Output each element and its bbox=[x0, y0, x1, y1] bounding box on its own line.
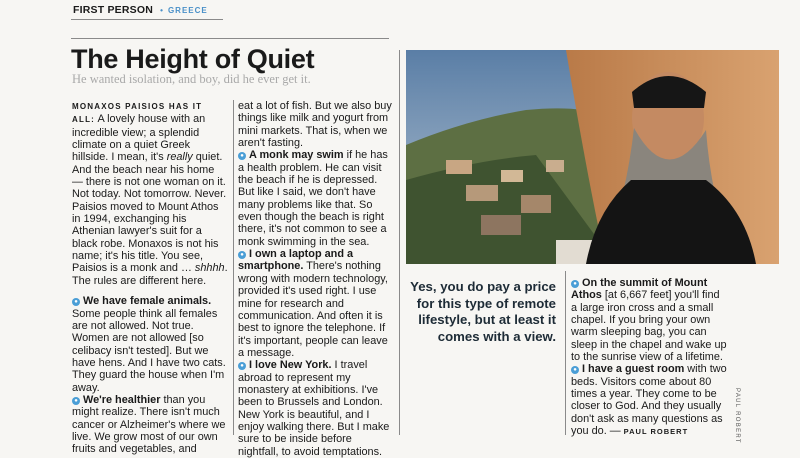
section-name: FIRST PERSON bbox=[73, 4, 153, 16]
photo-illustration bbox=[406, 50, 779, 264]
continued-paragraph: eat a lot of fish. But we also buy things like milk and yogurt from mini markets. That is, when we aren't fasting. bbox=[238, 100, 392, 150]
column-divider bbox=[565, 271, 566, 435]
section-header bbox=[73, 4, 208, 16]
section-laptop: ● I own a laptop and a smartphone. There's nothing wrong with modern technology, provided it's used right. I use mine for research and communication. And often it is best to ignore the telephone. If it's important, people can leave a message. bbox=[238, 248, 388, 359]
column-divider bbox=[399, 50, 400, 435]
title-rule bbox=[71, 38, 389, 39]
section-guest-room: ● I have a guest room with two beds. Visitors come about 80 times a year. They come to be closer to God. And they usually don't ask as many questions as you do. — PAUL ROBERT bbox=[571, 363, 727, 438]
intro-paragraph: MONAXOS PAISIOS HAS IT ALL: A lovely house with an incredible view; a splendid climate on a quiet Greek hillside. I mean, it's really quiet. And the beach near his home — there is not one woman on it. Not today. Not tomorrow. Never. Paisios moved to Mount Athos in 1994, exchanging his Athenian lawyer's suit for a black robe. Monaxos is not his name; it's his title. You see, Paisios is a monk and … shhhh. The rules are different here. bbox=[72, 102, 228, 287]
bullet-icon: ● bbox=[571, 280, 579, 288]
pull-quote: Yes, you do pay a price for this type of remote lifestyle, but at least it comes with a view. bbox=[410, 279, 556, 344]
bullet-icon: ● bbox=[238, 152, 246, 160]
section-category: GREECE bbox=[167, 6, 208, 15]
header-rule bbox=[71, 19, 223, 20]
monk-photo bbox=[406, 50, 779, 264]
section-bullet: • bbox=[160, 6, 164, 15]
photo-credit: PAUL ROBERT bbox=[734, 388, 740, 444]
article-dek: He wanted isolation, and boy, did he ever get it. bbox=[72, 72, 311, 86]
bullet-icon: ● bbox=[238, 362, 246, 370]
column-4 bbox=[571, 277, 727, 438]
article-title: The Height of Quiet bbox=[71, 44, 315, 74]
column-divider bbox=[233, 100, 234, 435]
column-2 bbox=[238, 100, 394, 458]
column-1 bbox=[72, 100, 228, 456]
section-monk-swim: ● A monk may swim if he has a health problem. He can visit the beach if he is depressed. But like I said, we don't have many problems like that. So even though the beach is right there, it's not common to see a monk swimming in the sea. bbox=[238, 149, 388, 248]
section-healthier: ● We're healthier than you might realize. There isn't much cancer or Alzheimer's where we live. We grow most of our own fruits and vegetables, and bbox=[72, 393, 226, 456]
author-signature: PAUL ROBERT bbox=[623, 427, 689, 437]
bullet-icon: ● bbox=[571, 366, 579, 374]
bullet-icon: ● bbox=[72, 397, 80, 405]
bullet-icon: ● bbox=[72, 298, 80, 306]
bullet-icon: ● bbox=[238, 251, 246, 259]
section-female-animals: ● We have female animals. Some people think all females are not allowed. Not true. Women are not allowed [so celibacy isn't tested]. But we have hens. And I have two cats. They guard the house when I'm away. bbox=[72, 295, 226, 394]
section-summit: ● On the summit of Mount Athos [at 6,667 feet] you'll find a large iron cross and a small chapel. If you bring your own warm sleeping bag, you can sleep in the chapel and wake up to the sunrise view of a lifetime. bbox=[571, 277, 727, 364]
section-new-york: ● I love New York. I travel abroad to represent my monastery at exhibitions. I've been to Brussels and London. New York is beautiful, and I enjoy walking there. But I make sure to be inside before nightfall, to avoid temptations. bbox=[238, 359, 390, 458]
lead-in: MONAXOS PAISIOS HAS IT ALL: bbox=[72, 102, 203, 125]
